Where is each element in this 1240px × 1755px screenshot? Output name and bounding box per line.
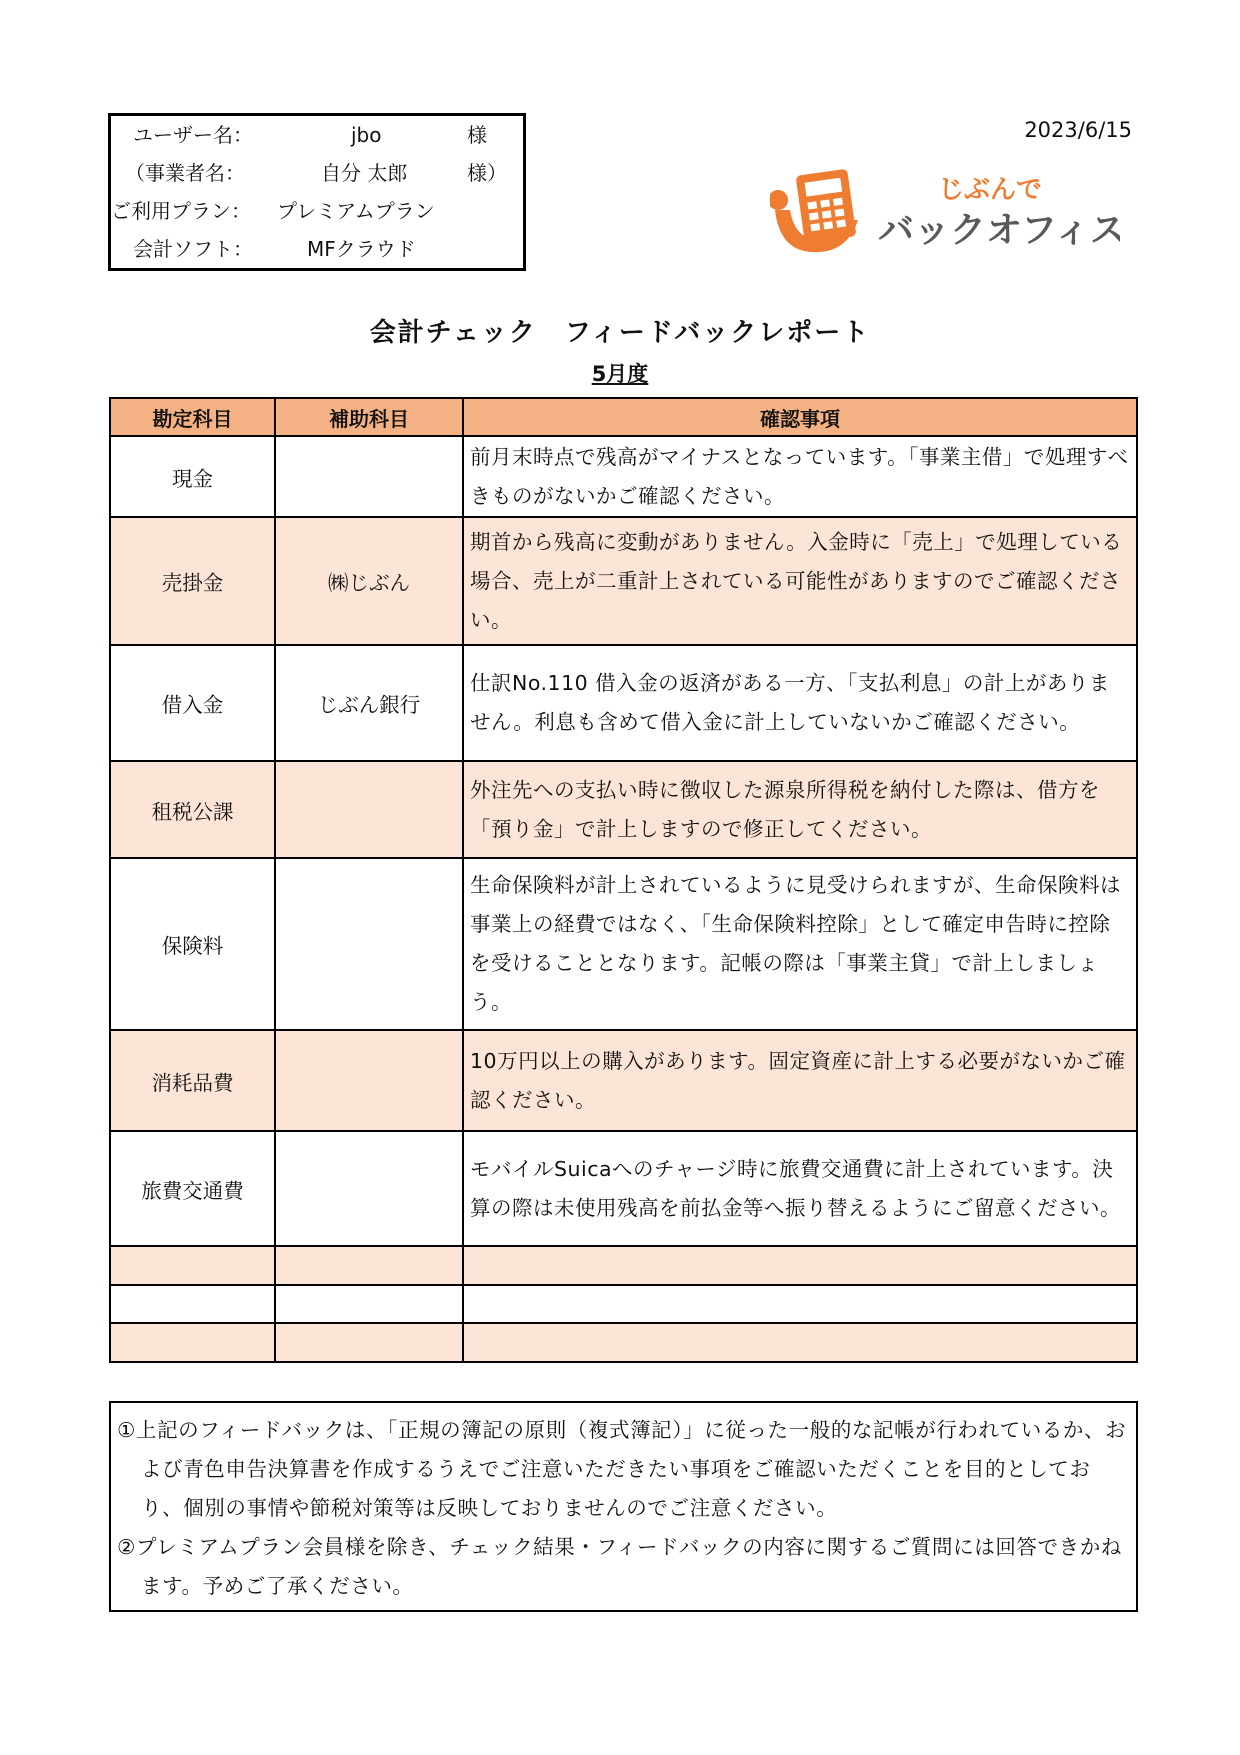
sub-account-cell: じぶん銀行	[275, 645, 463, 761]
column-header-sub-account: 補助科目	[275, 398, 463, 436]
check-item-cell: 前月末時点で残高がマイナスとなっています。「事業主借」で処理すべきものがないかご確認ください。	[463, 436, 1137, 517]
table-row	[110, 517, 1137, 645]
table-row	[110, 1030, 1137, 1131]
software-label: 会計ソフト：	[133, 237, 253, 261]
report-title: 会計チェック フィードバックレポート	[369, 318, 871, 348]
plan-value: プレミアムプラン	[277, 199, 435, 223]
sub-account-cell	[275, 858, 463, 1030]
table-row	[110, 1131, 1137, 1246]
table-row	[110, 436, 1137, 517]
notes-box	[109, 1401, 1138, 1612]
logo-icon	[770, 160, 1120, 260]
business-suffix: 様）	[467, 161, 507, 185]
account-cell	[110, 1285, 275, 1323]
account-cell	[110, 1323, 275, 1362]
table-row	[110, 645, 1137, 761]
business-value: 自分 太郎	[321, 161, 408, 185]
account-cell: 保険料	[110, 858, 275, 1030]
feedback-table	[109, 397, 1138, 1363]
account-cell: 借入金	[110, 645, 275, 761]
sub-account-cell	[275, 1131, 463, 1246]
report-date: 2023/6/15	[1024, 118, 1132, 142]
check-item-cell: 仕訳No.110 借入金の返済がある一方、「支払利息」の計上がありません。利息も含めて借入金に計上していないかご確認ください。	[463, 645, 1137, 761]
sub-account-cell	[275, 436, 463, 517]
table-row	[110, 1285, 1137, 1323]
user-suffix: 様	[467, 123, 487, 147]
business-label: （事業者名：	[125, 161, 245, 185]
check-item-cell: モバイルSuicaへのチャージ時に旅費交通費に計上されています。決算の際は未使用残高を前払金等へ振り替えるようにご留意ください。	[463, 1131, 1137, 1246]
note-2: ②プレミアムプラン会員様を除き、チェック結果・フィードバックの内容に関するご質問には回答できかねます。予めご了承ください。	[117, 1535, 1122, 1598]
plan-label: ご利用プラン：	[111, 199, 251, 223]
sub-account-cell	[275, 1246, 463, 1285]
user-value: jbo	[351, 123, 382, 147]
account-cell: 消耗品費	[110, 1030, 275, 1131]
table-row	[110, 1246, 1137, 1285]
check-item-cell	[463, 1246, 1137, 1285]
sub-account-cell: ㈱じぶん	[275, 517, 463, 645]
check-item-cell: 外注先への支払い時に徴収した源泉所得税を納付した際は、借方を「預り金」で計上しますので修正してください。	[463, 761, 1137, 858]
table-row	[110, 858, 1137, 1030]
check-item-cell: 生命保険料が計上されているように見受けられますが、生命保険料は事業上の経費ではなく、「生命保険料控除」として確定申告時に控除を受けることとなります。記帳の際は「事業主貸」で計上しましょう。	[463, 858, 1137, 1030]
svg-text:じぶんで: じぶんで	[938, 175, 1043, 205]
check-item-cell	[463, 1323, 1137, 1362]
note-1: ①上記のフィードバックは、「正規の簿記の原則（複式簿記）」に従った一般的な記帳が行われているか、および青色申告決算書を作成するうえでご注意いただきたい事項をご確認いただくことを目的としており、個別の事情や節税対策等は反映しておりませんのでご注意ください。	[117, 1418, 1127, 1520]
report-period: 5月度	[591, 362, 649, 386]
table-row	[110, 1323, 1137, 1362]
svg-text:バックオフィス: バックオフィス	[878, 210, 1120, 251]
account-cell: 租税公課	[110, 761, 275, 858]
sub-account-cell	[275, 1030, 463, 1131]
account-cell: 現金	[110, 436, 275, 517]
column-header-account: 勘定科目	[110, 398, 275, 436]
user-label: ユーザー名：	[133, 123, 253, 147]
account-cell: 旅費交通費	[110, 1131, 275, 1246]
column-header-check-items: 確認事項	[463, 398, 1137, 436]
user-info-box	[108, 113, 526, 271]
check-item-cell: 期首から残高に変動がありません。入金時に「売上」で処理している場合、売上が二重計上されている可能性がありますのでご確認ください。	[463, 517, 1137, 645]
account-cell	[110, 1246, 275, 1285]
check-item-cell	[463, 1285, 1137, 1323]
logo	[770, 160, 1120, 260]
check-item-cell: 10万円以上の購入があります。固定資産に計上する必要がないかご確認ください。	[463, 1030, 1137, 1131]
sub-account-cell	[275, 761, 463, 858]
sub-account-cell	[275, 1323, 463, 1362]
table-header-row	[110, 398, 1137, 436]
table-row	[110, 761, 1137, 858]
software-value: MFクラウド	[307, 237, 416, 261]
account-cell: 売掛金	[110, 517, 275, 645]
sub-account-cell	[275, 1285, 463, 1323]
